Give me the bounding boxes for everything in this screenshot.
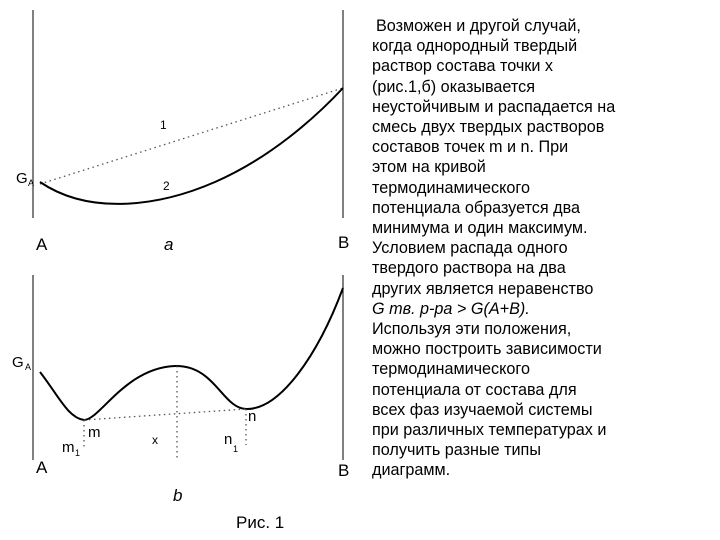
text-line: Используя эти положения, bbox=[372, 320, 572, 339]
panel-b-n1-label: n bbox=[224, 431, 233, 448]
text-line: можно построить зависимости bbox=[372, 340, 602, 359]
text-line: смесь двух твердых растворов bbox=[372, 118, 605, 137]
text-line: диаграмм. bbox=[372, 461, 451, 480]
text-line: других является неравенство bbox=[372, 279, 594, 298]
panel-a bbox=[16, 10, 349, 254]
text-line: термодинамического bbox=[372, 178, 530, 197]
text-line: Условием распада одного bbox=[372, 239, 568, 258]
panel-a-curve-2-label: 2 bbox=[163, 179, 170, 193]
text-line: твердого раствора на два bbox=[372, 259, 566, 278]
panel-b-title: b bbox=[173, 486, 183, 505]
panel-b-label-a: A bbox=[36, 458, 48, 477]
text-line: Возможен и другой случай, bbox=[376, 17, 581, 35]
panel-a-title: a bbox=[164, 235, 174, 254]
panel-a-curve-2 bbox=[40, 88, 343, 204]
panel-a-dotted-line-1 bbox=[40, 88, 343, 184]
panel-b-x-label: x bbox=[152, 433, 158, 447]
panel-b-common-tangent bbox=[84, 409, 246, 420]
text-line: неустойчивым и распадается на bbox=[372, 97, 616, 116]
panel-a-label-a: A bbox=[36, 235, 48, 254]
panel-b-g-subscript: A bbox=[25, 362, 32, 372]
text-line: получить разные типы bbox=[372, 441, 541, 460]
panel-b-m1-label: m bbox=[62, 439, 75, 456]
text-line: потенциала образуется два bbox=[372, 198, 581, 217]
panel-b bbox=[12, 275, 349, 505]
figure-caption: Рис. 1 bbox=[236, 513, 285, 532]
text-line: минимума и один максимум. bbox=[372, 219, 588, 238]
panel-b-n1-subscript: 1 bbox=[233, 444, 239, 454]
panel-a-curve-1-label: 1 bbox=[160, 118, 167, 132]
panel-a-g-subscript: A bbox=[28, 178, 35, 188]
text-line: этом на кривой bbox=[372, 158, 486, 177]
text-line-formula: G тв. р-ра > G(A+B). bbox=[372, 299, 530, 318]
text-line: составов точек m и n. При bbox=[372, 138, 569, 157]
text-line: раствор состава точки x bbox=[372, 57, 553, 76]
text-line: когда однородный твердый bbox=[372, 37, 578, 56]
panel-b-label-b: B bbox=[338, 461, 350, 480]
text-line: при различных температурах и bbox=[372, 421, 607, 440]
panel-b-m-label: m bbox=[88, 424, 101, 441]
panel-a-label-b: B bbox=[338, 233, 350, 252]
text-line: потенциала от состава для bbox=[372, 380, 577, 399]
panel-b-m1-subscript: 1 bbox=[75, 448, 81, 458]
text-line: термодинамического bbox=[372, 360, 530, 379]
panel-b-curve bbox=[40, 288, 343, 420]
panel-b-g-label: G bbox=[12, 354, 24, 371]
paragraph-text bbox=[372, 16, 712, 481]
text-line: всех фаз изучаемой системы bbox=[372, 400, 593, 419]
text-line: (рис.1,б) оказывается bbox=[372, 77, 535, 96]
panel-a-g-label: G bbox=[16, 170, 28, 187]
panel-b-n-label: n bbox=[248, 408, 257, 425]
